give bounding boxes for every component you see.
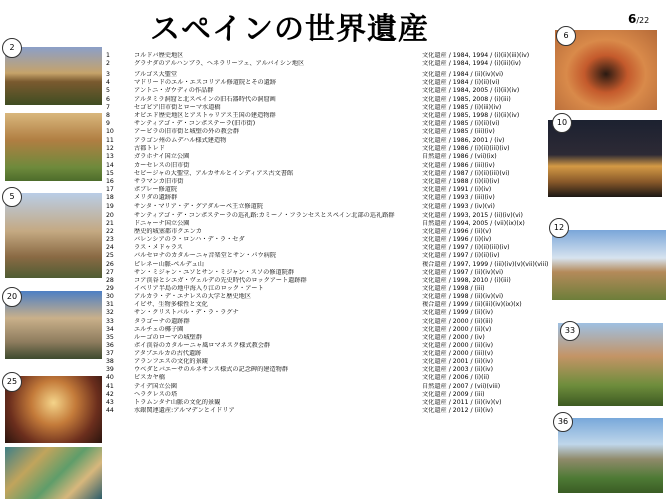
site-info: 文化遺産 / 1984 / (i)(ii)(vi) bbox=[422, 79, 500, 86]
photo-alhambra bbox=[5, 47, 102, 105]
site-name: サン・クリストバル・デ・ラ・ラグナ bbox=[134, 309, 239, 316]
site-name: トラムンタナ山脈の文化的景観 bbox=[134, 399, 221, 406]
site-info: 文化遺産 / 2000 / (iii)(v) bbox=[422, 350, 494, 357]
site-info: 文化遺産 / 1993, 2015 / (ii)(iv)(vi) bbox=[422, 212, 523, 219]
site-name: バレンシアのラ・ロンハ・デ・ラ・セダ bbox=[134, 236, 245, 243]
site-number: 28 bbox=[106, 277, 114, 284]
site-info: 文化遺産 / 2003 / (ii)(iv) bbox=[422, 366, 494, 373]
photo-romanesque-church bbox=[558, 418, 663, 493]
site-number: 19 bbox=[106, 203, 114, 210]
site-number: 35 bbox=[106, 334, 114, 341]
site-info: 文化遺産 / 2000 / (ii)(iii) bbox=[422, 318, 493, 325]
page-total: /22 bbox=[636, 16, 650, 25]
site-info: 文化遺産 / 1998, 2010 / (i)(iii) bbox=[422, 277, 511, 284]
site-name: イビサ、生物多様性と文化 bbox=[134, 301, 208, 308]
site-info: 文化遺産 / 2006 / (i)(ii) bbox=[422, 374, 490, 381]
site-info: 文化遺産 / 1993 / (iv)(vi) bbox=[422, 203, 495, 210]
site-name: テイデ国立公園 bbox=[134, 383, 177, 390]
site-info: 文化遺産 / 1998 / (ii)(iv)(vi) bbox=[422, 293, 504, 300]
site-info: 文化遺産 / 1996 / (ii)(v) bbox=[422, 228, 492, 235]
site-info: 文化遺産 / 1986 / (iii)(iv) bbox=[422, 162, 495, 169]
site-number: 16 bbox=[106, 178, 114, 185]
site-info: 自然遺産 / 2007 / (vii)(viii) bbox=[422, 383, 501, 390]
site-name: アタプエルカの古代遺跡 bbox=[134, 350, 202, 357]
site-info: 文化遺産 / 2012 / (ii)(iv) bbox=[422, 407, 494, 414]
site-number: 18 bbox=[106, 194, 114, 201]
site-name: セゴビア旧市街とローマ水道橋 bbox=[134, 104, 221, 111]
site-info: 文化遺産 / 1986, 2001 / (iv) bbox=[422, 137, 505, 144]
site-name: アントニ・ガウディの作品群 bbox=[134, 87, 214, 94]
site-number: 2 bbox=[106, 60, 110, 67]
site-info: 文化遺産 / 1997 / (i)(ii)(iv) bbox=[422, 252, 500, 259]
site-name: 古都トレド bbox=[134, 145, 165, 152]
site-info: 文化遺産 / 2009 / (iii) bbox=[422, 391, 485, 398]
site-number: 26 bbox=[106, 261, 114, 268]
photo-badge: 2 bbox=[2, 38, 22, 58]
site-number: 37 bbox=[106, 350, 114, 357]
site-name: ブルゴス大聖堂 bbox=[134, 71, 178, 78]
site-number: 36 bbox=[106, 342, 114, 349]
site-name: セビージャの大聖堂、アルカサルとインディアス古文書館 bbox=[134, 170, 294, 177]
site-info: 文化遺産 / 1997 / (ii)(iv)(vi) bbox=[422, 269, 504, 276]
photo-badge: 20 bbox=[2, 287, 22, 307]
site-info: 文化遺産 / 2011 / (ii)(iv)(v) bbox=[422, 399, 502, 406]
site-number: 43 bbox=[106, 399, 114, 406]
site-name: ガラホナイ国立公園 bbox=[134, 153, 190, 160]
site-name: ルーゴのローマの城壁群 bbox=[134, 334, 203, 341]
site-info: 文化遺産 / 2000 / (ii)(v) bbox=[422, 326, 492, 333]
site-info: 文化遺産 / 1999 / (ii)(iv) bbox=[422, 309, 494, 316]
site-number: 27 bbox=[106, 269, 114, 276]
site-name: ピレネー山脈-ペルデュ山 bbox=[134, 261, 204, 268]
site-number: 6 bbox=[106, 96, 110, 103]
site-number: 34 bbox=[106, 326, 114, 333]
site-name: アランフエスの文化的景観 bbox=[134, 358, 208, 365]
site-number: 12 bbox=[106, 145, 114, 152]
site-info: 複合遺産 / 1999 / (ii)(iii)(iv)(ix)(x) bbox=[422, 301, 522, 308]
site-name: エルチェの椰子園 bbox=[134, 326, 184, 333]
site-number: 33 bbox=[106, 318, 114, 325]
photo-badge: 5 bbox=[2, 187, 22, 207]
site-number: 44 bbox=[106, 407, 114, 414]
site-name: ヘラクレスの塔 bbox=[134, 391, 178, 398]
site-info: 文化遺産 / 1984, 1994 / (i)(ii)(iii)(iv) bbox=[422, 52, 530, 59]
site-info: 文化遺産 / 1993 / (iii)(iv) bbox=[422, 194, 495, 201]
site-name: マドリードのエル・エスコリアル修道院とその遺跡 bbox=[134, 79, 277, 86]
photo-stained-glass bbox=[5, 447, 102, 499]
site-name: サンティアゴ・デ・コンポステーラの巡礼路:カミーノ・フランセスとスペイン北部の巡礼路群 bbox=[134, 212, 395, 219]
site-info: 文化遺産 / 1996 / (i)(iv) bbox=[422, 236, 492, 243]
site-name: ポブレー修道院 bbox=[134, 186, 178, 193]
site-name: コア渓谷とシエガ・ヴェルデの先史時代のロックアート遺跡群 bbox=[134, 277, 307, 284]
site-name: タラゴーナの遺跡群 bbox=[134, 318, 190, 325]
site-name: バルセロナのカタルーニャ音楽堂とサン・パウ病院 bbox=[134, 252, 277, 259]
site-number: 17 bbox=[106, 186, 114, 193]
site-number: 30 bbox=[106, 293, 114, 300]
site-number: 25 bbox=[106, 252, 114, 259]
site-info: 文化遺産 / 1985 / (iii)(iv) bbox=[422, 128, 495, 135]
site-name: ラス・メドゥラス bbox=[134, 244, 183, 251]
site-name: アラゴン州のムデハル様式建造物 bbox=[134, 137, 227, 144]
site-number: 32 bbox=[106, 309, 114, 316]
site-name: ボイ渓谷のカタルーニャ風ロマネスク様式教会群 bbox=[134, 342, 271, 349]
site-info: 自然遺産 / 1994, 2005 / (vii)(ix)(x) bbox=[422, 220, 525, 227]
site-name: ビスカヤ橋 bbox=[134, 374, 165, 381]
site-info: 自然遺産 / 1986 / (vii)(ix) bbox=[422, 153, 497, 160]
site-number: 40 bbox=[106, 374, 114, 381]
site-info: 文化遺産 / 1984, 2005 / (i)(ii)(iv) bbox=[422, 87, 520, 94]
site-name: アービラの旧市街と城壁の外の教会群 bbox=[134, 128, 240, 135]
site-info: 文化遺産 / 2001 / (ii)(iv) bbox=[422, 358, 494, 365]
site-number: 42 bbox=[106, 391, 114, 398]
site-name: グラナダのアルハンブラ、ヘネラリーフェ、アルバイシン地区 bbox=[134, 60, 305, 67]
site-number: 13 bbox=[106, 153, 114, 160]
photo-sagrada-familia bbox=[5, 193, 102, 278]
site-info: 文化遺産 / 1991 / (i)(iv) bbox=[422, 186, 492, 193]
site-info: 文化遺産 / 1997 / (i)(ii)(iii)(iv) bbox=[422, 244, 510, 251]
site-info: 文化遺産 / 1984, 1994 / (i)(iii)(iv) bbox=[422, 60, 521, 67]
site-name: カーセレスの旧市街 bbox=[134, 162, 190, 169]
site-number: 5 bbox=[106, 87, 110, 94]
site-number: 41 bbox=[106, 383, 114, 390]
site-number: 3 bbox=[106, 71, 110, 78]
site-name: サラマンカ旧市街 bbox=[134, 178, 184, 185]
site-name: サン・ミジャン・ユソとサン・ミジャン・スソの修道院群 bbox=[134, 269, 295, 276]
site-number: 8 bbox=[106, 112, 110, 119]
site-name: オビエド歴史地区とアストゥリアス王国の建造物群 bbox=[134, 112, 276, 119]
photo-badge: 36 bbox=[553, 412, 573, 432]
site-name: サンティアゴ・デ・コンポステーラ(旧市街) bbox=[134, 120, 256, 127]
site-name: ウベダとバエーサのルネサンス様式の記念碑的建造物群 bbox=[134, 366, 289, 373]
site-info: 文化遺産 / 1985, 1998 / (i)(ii)(iv) bbox=[422, 112, 520, 119]
site-number: 39 bbox=[106, 366, 114, 373]
site-name: 水銀関連遺産:アルマデンとイドリア bbox=[134, 407, 235, 414]
site-number: 24 bbox=[106, 244, 114, 251]
site-number: 1 bbox=[106, 52, 110, 59]
photo-toledo bbox=[552, 230, 666, 300]
photo-courtyard bbox=[5, 113, 102, 181]
photo-badge: 6 bbox=[556, 26, 576, 46]
site-number: 9 bbox=[106, 120, 110, 127]
site-info: 文化遺産 / 1985 / (i)(ii)(vi) bbox=[422, 120, 500, 127]
photo-badge: 33 bbox=[560, 321, 580, 341]
site-number: 10 bbox=[106, 128, 114, 135]
page-number bbox=[628, 12, 649, 26]
site-number: 15 bbox=[106, 170, 114, 177]
site-number: 4 bbox=[106, 79, 110, 86]
site-number: 31 bbox=[106, 301, 114, 308]
site-name: アルタミラ洞窟と北スペインの旧石器時代の洞窟画 bbox=[134, 96, 276, 103]
site-info: 複合遺産 / 1997, 1999 / (iii)(iv)(v)(vii)(viii) bbox=[422, 261, 549, 268]
site-info: 文化遺産 / 1986 / (i)(ii)(iii)(iv) bbox=[422, 145, 510, 152]
site-info: 文化遺産 / 1985 / (i)(iii)(iv) bbox=[422, 104, 502, 111]
site-info: 文化遺産 / 2000 / (ii)(iv) bbox=[422, 342, 494, 349]
page-title: スペインの世界遺産 bbox=[150, 12, 429, 47]
site-name: ドニャーナ国立公園 bbox=[134, 220, 190, 227]
site-number: 23 bbox=[106, 236, 114, 243]
site-info: 文化遺産 / 1988 / (i)(ii)(iv) bbox=[422, 178, 500, 185]
site-info: 文化遺産 / 1985, 2008 / (i)(iii) bbox=[422, 96, 511, 103]
site-number: 22 bbox=[106, 228, 114, 235]
site-name: コルドバ歴史地区 bbox=[134, 52, 184, 59]
site-info: 文化遺産 / 1987 / (i)(ii)(iii)(vi) bbox=[422, 170, 510, 177]
site-number: 29 bbox=[106, 285, 114, 292]
site-info: 文化遺産 / 1984 / (ii)(iv)(vi) bbox=[422, 71, 504, 78]
page-current: 6 bbox=[628, 12, 637, 26]
site-number: 21 bbox=[106, 220, 114, 227]
photo-badge: 12 bbox=[549, 218, 569, 238]
site-number: 38 bbox=[106, 358, 114, 365]
site-info: 文化遺産 / 1998 / (iii) bbox=[422, 285, 485, 292]
site-name: イベリア半島の地中海入り江のロック・アート bbox=[134, 285, 264, 292]
site-number: 11 bbox=[106, 137, 114, 144]
site-name: メリダの遺跡群 bbox=[134, 194, 178, 201]
site-name: サンタ・マリア・デ・グアダルーペ王立修道院 bbox=[134, 203, 263, 210]
site-name: アルカラ・デ・エナレスの大学と歴史地区 bbox=[134, 293, 252, 300]
site-number: 14 bbox=[106, 162, 114, 169]
photo-badge: 25 bbox=[2, 372, 22, 392]
site-number: 20 bbox=[106, 212, 114, 219]
site-info: 文化遺産 / 2000 / (iv) bbox=[422, 334, 485, 341]
photo-badge: 10 bbox=[552, 113, 572, 133]
site-name: 歴史的城塞都市クエンカ bbox=[134, 228, 202, 235]
site-number: 7 bbox=[106, 104, 110, 111]
